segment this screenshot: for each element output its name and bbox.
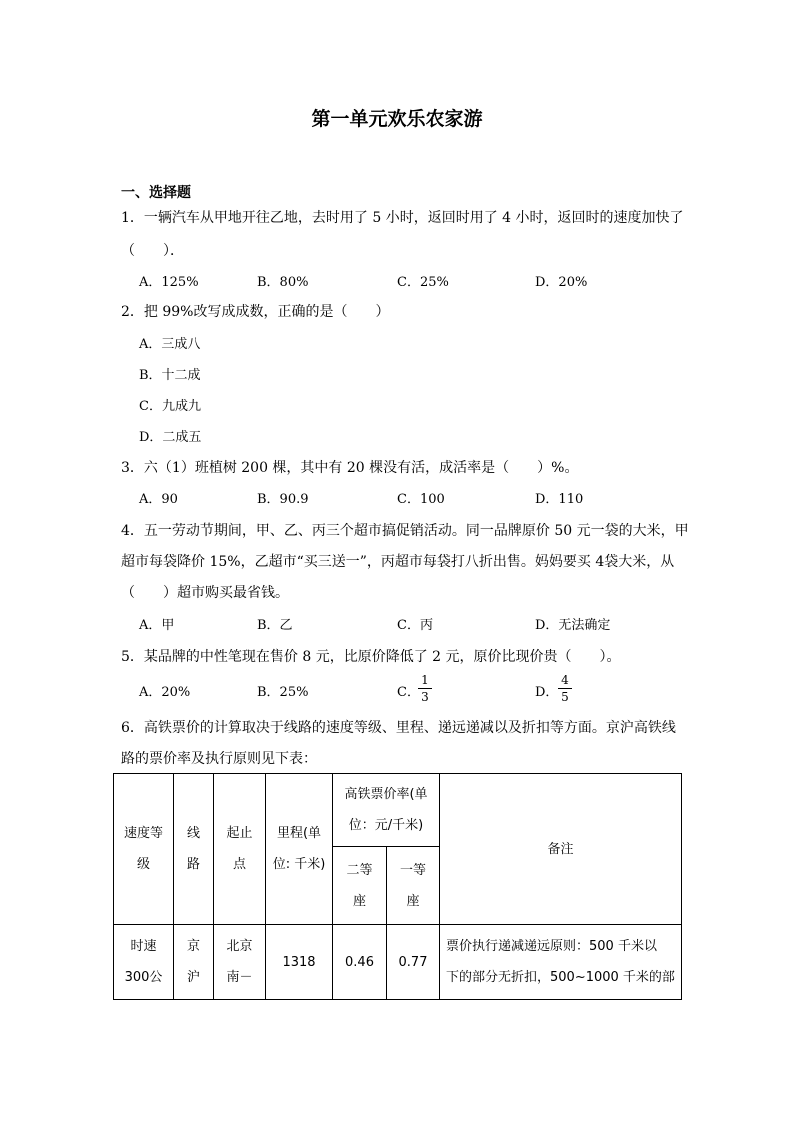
header-distance: 里程(单 位: 千米) — [266, 774, 333, 925]
question-4-text-line3: （ ）超市购买最省钱。 — [121, 585, 289, 601]
cell-endpoints: 北京 南－ — [214, 925, 266, 1000]
question-2-text: 2．把 99%改写成成数，正确的是（ ） — [121, 304, 390, 320]
question-3-option-b[interactable]: B．90.9 — [257, 492, 309, 507]
header-rate: 高铁票价率(单 位：元/千米) — [333, 774, 440, 847]
question-1-option-c[interactable]: C．25% — [397, 275, 449, 290]
cell-distance: 1318 — [266, 925, 333, 1000]
question-5-fraction-c — [418, 673, 432, 704]
fraction-numerator: 1 — [421, 673, 429, 687]
header-second-class: 二等 座 — [333, 847, 387, 925]
fraction-numerator: 4 — [561, 673, 569, 687]
question-4-text-line2: 超市每袋降价 15%，乙超市“买三送一”，丙超市每袋打八折出售。妈妈要买 4袋大米，从 — [121, 554, 675, 570]
question-1-option-b[interactable]: B．80% — [257, 275, 309, 290]
question-6-text-line2: 路的票价率及执行原则见下表： — [121, 751, 317, 767]
header-first-class: 一等 座 — [387, 847, 440, 925]
question-1-text: 1．一辆汽车从甲地开往乙地，去时用了 5 小时，返回时用了 4 小时，返回时的速度加快了 — [121, 210, 684, 226]
cell-speed: 时速 300公 — [114, 925, 174, 1000]
cell-first-class: 0.77 — [387, 925, 440, 1000]
question-5-fraction-d — [558, 673, 572, 704]
question-4-text-line1: 4．五一劳动节期间，甲、乙、丙三个超市搞促销活动。同一品牌原价 50 元一袋的大米，甲 — [121, 523, 689, 539]
question-3-option-d[interactable]: D．110 — [535, 492, 584, 507]
question-4-option-b[interactable]: B．乙 — [257, 618, 293, 633]
fraction-denominator: 3 — [421, 690, 429, 704]
question-1-option-a[interactable]: A．125% — [139, 275, 199, 290]
table-row — [114, 925, 682, 1000]
section-heading: 一、选择题 — [121, 185, 191, 201]
header-endpoints: 起止 点 — [214, 774, 266, 925]
question-5-text: 5．某品牌的中性笔现在售价 8 元，比原价降低了 2 元，原价比现价贵（ ）。 — [121, 649, 621, 665]
cell-note: 票价执行递减递远原则：500 千米以 下的部分无折扣，500~1000 千米的部 — [440, 925, 682, 1000]
cell-second-class: 0.46 — [333, 925, 387, 1000]
fraction-bar — [558, 688, 572, 689]
question-3-option-c[interactable]: C．100 — [397, 492, 445, 507]
question-1-blank: （ ）． — [121, 243, 184, 259]
question-4-option-a[interactable]: A．甲 — [139, 618, 175, 633]
question-2-option-c[interactable]: C．九成九 — [139, 399, 201, 414]
cell-line: 京 沪 — [174, 925, 214, 1000]
header-speed: 速度等 级 — [114, 774, 174, 925]
question-1-option-d[interactable]: D．20% — [535, 275, 588, 290]
header-note: 备注 — [440, 774, 682, 925]
question-5-option-c[interactable]: C． — [397, 685, 420, 700]
question-3-text: 3．六（1）班植树 200 棵，其中有 20 棵没有活，成活率是（ ）%。 — [121, 460, 579, 476]
question-5-option-a[interactable]: A．20% — [139, 685, 191, 700]
question-3-option-a[interactable]: A．90 — [139, 492, 178, 507]
fare-table — [113, 773, 682, 1000]
question-2-option-b[interactable]: B．十二成 — [139, 368, 201, 383]
question-2-option-d[interactable]: D．二成五 — [139, 430, 202, 445]
question-2-option-a[interactable]: A．三成八 — [139, 337, 201, 352]
page-title: 第一单元欢乐农家游 — [311, 108, 483, 130]
question-5-option-b[interactable]: B．25% — [257, 685, 309, 700]
question-5-option-d[interactable]: D． — [535, 685, 559, 700]
question-4-option-d[interactable]: D．无法确定 — [535, 618, 611, 633]
header-line: 线 路 — [174, 774, 214, 925]
fraction-denominator: 5 — [561, 690, 569, 704]
question-4-option-c[interactable]: C．丙 — [397, 618, 433, 633]
fraction-bar — [418, 688, 432, 689]
question-6-text-line1: 6．高铁票价的计算取决于线路的速度等级、里程、递远递减以及折扣等方面。京沪高铁线 — [121, 720, 676, 736]
